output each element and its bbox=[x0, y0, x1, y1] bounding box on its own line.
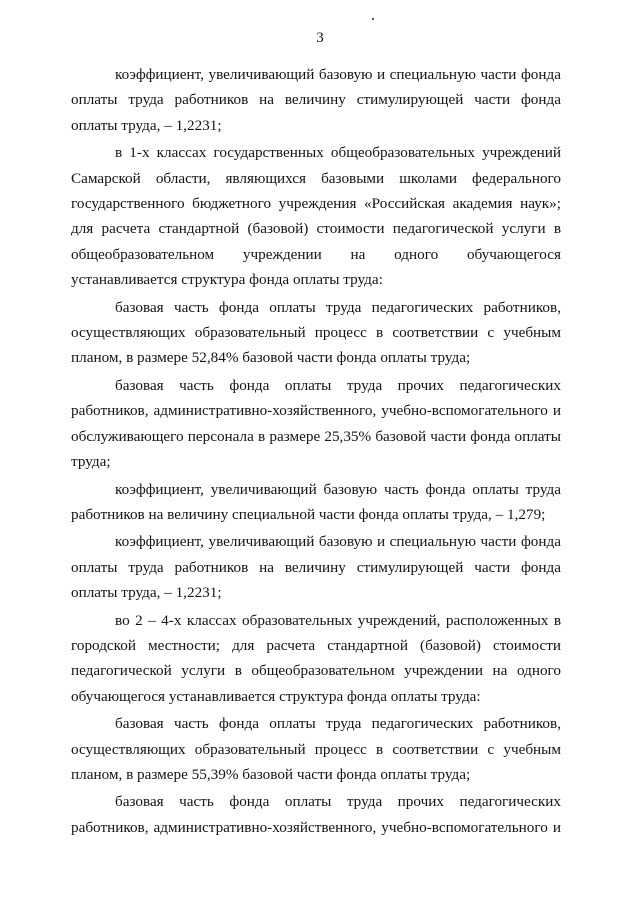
text-line: общеобразовательном учреждении на одного обучающегося bbox=[71, 245, 561, 263]
text-line: оплаты труда, – 1,2231; bbox=[71, 116, 222, 134]
text-line: планом, в размере 52,84% базовой части фонда оплаты труда; bbox=[71, 349, 471, 367]
paragraph bbox=[71, 711, 561, 787]
text-line: труда; bbox=[71, 453, 111, 471]
text-line: планом, в размере 55,39% базовой части фонда оплаты труда; bbox=[71, 765, 471, 783]
text-line: базовая часть фонда оплаты труда прочих педагогических bbox=[115, 376, 561, 394]
text-line: базовая часть фонда оплаты труда прочих педагогических bbox=[115, 793, 561, 811]
paragraph bbox=[71, 140, 561, 292]
text-line: работников на величину специальной части фонда оплаты труда, – 1,279; bbox=[71, 505, 546, 523]
paragraph bbox=[71, 477, 561, 528]
scan-mark bbox=[372, 18, 374, 20]
text-line: для расчета стандартной (базовой) стоимости педагогической услуги в bbox=[71, 220, 561, 238]
text-line: государственного бюджетного учреждения «Российская академия наук»; bbox=[71, 195, 561, 213]
text-line: базовая часть фонда оплаты труда педагогических работников, bbox=[115, 715, 561, 733]
paragraph bbox=[71, 789, 561, 840]
paragraph bbox=[71, 608, 561, 710]
text-line: обучающегося устанавливается структура фонда оплаты труда: bbox=[71, 687, 481, 705]
text-line: осуществляющих образовательный процесс в соответствии с учебным bbox=[71, 740, 561, 758]
paragraph bbox=[71, 529, 561, 605]
text-line: оплаты труда работников на величину стимулирующей части фонда bbox=[71, 558, 561, 576]
text-line: педагогической услуги в общеобразовательном учреждении на одного bbox=[71, 662, 561, 680]
text-line: коэффициент, увеличивающий базовую часть фонда оплаты труда bbox=[115, 480, 561, 498]
paragraph bbox=[71, 62, 561, 138]
text-line: во 2 – 4-х классах образовательных учреждений, расположенных в bbox=[115, 611, 561, 629]
text-line: обслуживающего персонала в размере 25,35% базовой части фонда оплаты bbox=[71, 427, 561, 445]
text-line: в 1-х классах государственных общеобразовательных учреждений bbox=[115, 144, 561, 162]
text-line: Самарской области, являющихся базовыми школами федерального bbox=[71, 169, 561, 187]
text-line: оплаты труда работников на величину стимулирующей части фонда bbox=[71, 91, 561, 109]
paragraph bbox=[71, 295, 561, 371]
text-line: устанавливается структура фонда оплаты труда: bbox=[71, 271, 383, 289]
document-body bbox=[71, 62, 561, 840]
text-line: оплаты труда, – 1,2231; bbox=[71, 584, 222, 602]
text-line: коэффициент, увеличивающий базовую и специальную части фонда bbox=[115, 533, 561, 551]
text-line: коэффициент, увеличивающий базовую и специальную части фонда bbox=[115, 66, 561, 83]
paragraph bbox=[71, 373, 561, 475]
text-line: осуществляющих образовательный процесс в соответствии с учебным bbox=[71, 324, 561, 342]
text-line: городской местности; для расчета стандартной (базовой) стоимости bbox=[71, 636, 561, 654]
text-line: базовая часть фонда оплаты труда педагогических работников, bbox=[115, 298, 561, 316]
text-line: работников, административно-хозяйственного, учебно-вспомогательного и bbox=[71, 818, 561, 836]
text-line: работников, административно-хозяйственного, учебно-вспомогательного и bbox=[71, 402, 561, 420]
page-number: 3 bbox=[316, 30, 324, 46]
